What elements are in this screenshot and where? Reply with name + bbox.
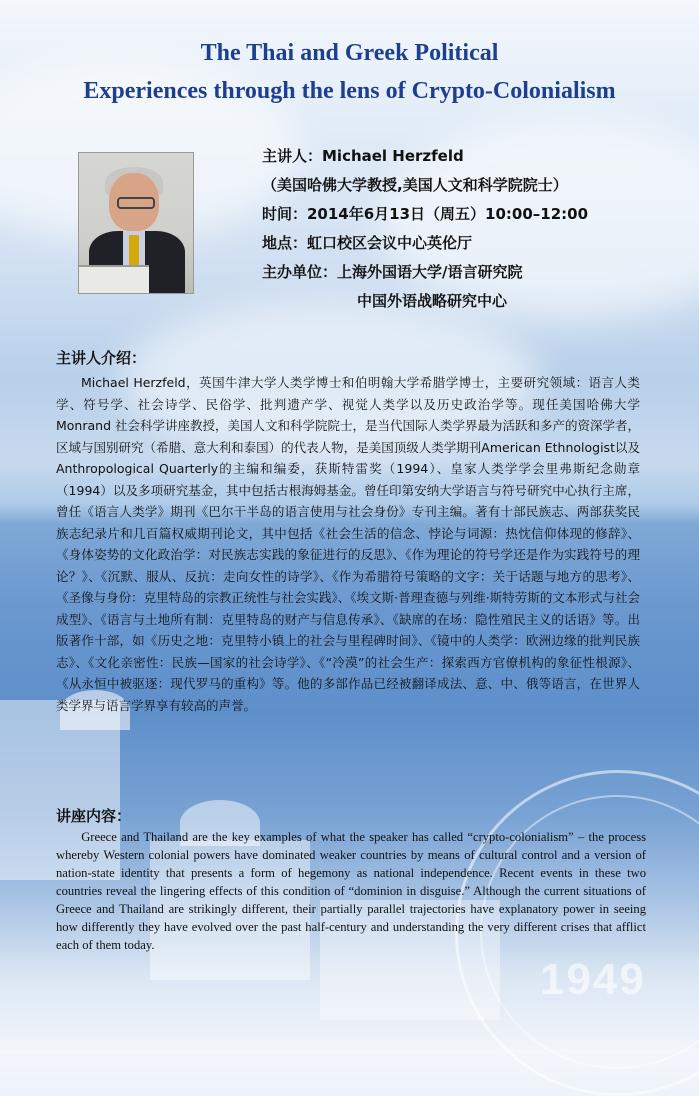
speaker-photo	[78, 152, 194, 294]
speaker-affiliation: （美国哈佛大学教授,美国人文和科学院院士）	[262, 176, 568, 194]
lecture-heading: 讲座内容：	[56, 807, 132, 825]
event-host-2: 中国外语战略研究中心	[357, 292, 508, 310]
event-time: 时间：2014年6月13日（周五）10:00–12:00	[262, 205, 589, 223]
event-place: 地点：虹口校区会议中心英伦厅	[262, 234, 473, 252]
event-host: 主办单位：上海外国语大学/语言研究院	[262, 263, 523, 281]
bio-heading: 主讲人介绍：	[56, 349, 147, 367]
speaker-name: 主讲人：Michael Herzfeld	[262, 147, 464, 165]
bio-text: Michael Herzfeld，英国牛津大学人类学博士和伯明翰大学希腊学博士，主要研究领域：语言人类学、符号学、社会诗学、民俗学、批判遗产学、视觉人类学以及历史政治学等。现任美国哈佛大学Monrand 社会科学讲座教授，美国人文和科学院院士，是当代国际人类学界最为活跃和多产的资深学者，区域与国别研究（希腊、意大利和泰国）的代表人物，是美国顶级人类学期刊American Ethnologist以及Anthropological Quarterly的主编和编委，获斯特雷奖（1994）、皇家人类学学会里弗斯纪念勋章（1994）以及多项研究基金，其中包括古根海姆基金。曾任印第安纳大学语言与符号研究中心执行主席，曾任《语言人类学》期刊《巴尔干半岛的语言使用与社会身份》专刊主编。著有十部民族志、两部获奖民族志纪录片和几百篇权威期刊论文，其中包括《社会生活的信念、悖论与词源：热忱信仰体现的修辞》、《身体姿势的文化政治学：对民族志实践的象征进行的反思》、《作为理论的符号学还是作为实践符号的理论？》、《沉默、服从、反抗：走向女性的诗学》、《作为希腊符号策略的文字：关于话题与地方的思考》、《圣像与身份：克里特岛的宗教正统性与社会实践》、《埃文斯·普理查德与列维·斯特劳斯的文本形式与社会成型》、《语言与土地所有制：克里特岛的财产与信息传承》、《缺席的在场：隐性殖民主义的话语》等。出版著作十部，如《历史之地：克里特小镇上的社会与里程碑时间》、《镜中的人类学：欧洲边缘的批判民族志》、《文化亲密性：民族—国家的社会诗学》、《“冷漠”的社会生产：探索西方官僚机构的象征性根源》、《从永恒中被驱逐：现代罗马的重构》等。他的多部作品已经被翻译成法、意、中、俄等语言，在世界人类学界与语言学界享有较高的声誉。	[56, 375, 640, 713]
title-line-1: The Thai and Greek Political	[200, 40, 499, 66]
title-line-2: Experiences through the lens of Crypto-Colonialism	[83, 78, 616, 104]
seal-year: 1949	[540, 955, 646, 1004]
lecture-text: Greece and Thailand are the key examples of what the speaker has called “crypto-colonialism” – the process whereby Western colonial powers have dominated weaker countries by means of cultural control and a version of nation-state identity that presents a form of hegemony as national independence. Recent events in these two countries reveal the lingering effects of this condition of “dominion in disguise.” Although the current situations of Greece and Thailand are strikingly different, their partially parallel trajectories have explanatory power in seeing how differently they have evolved over the past half-century and understanding the very different crises that afflict each of them today.	[56, 830, 646, 952]
